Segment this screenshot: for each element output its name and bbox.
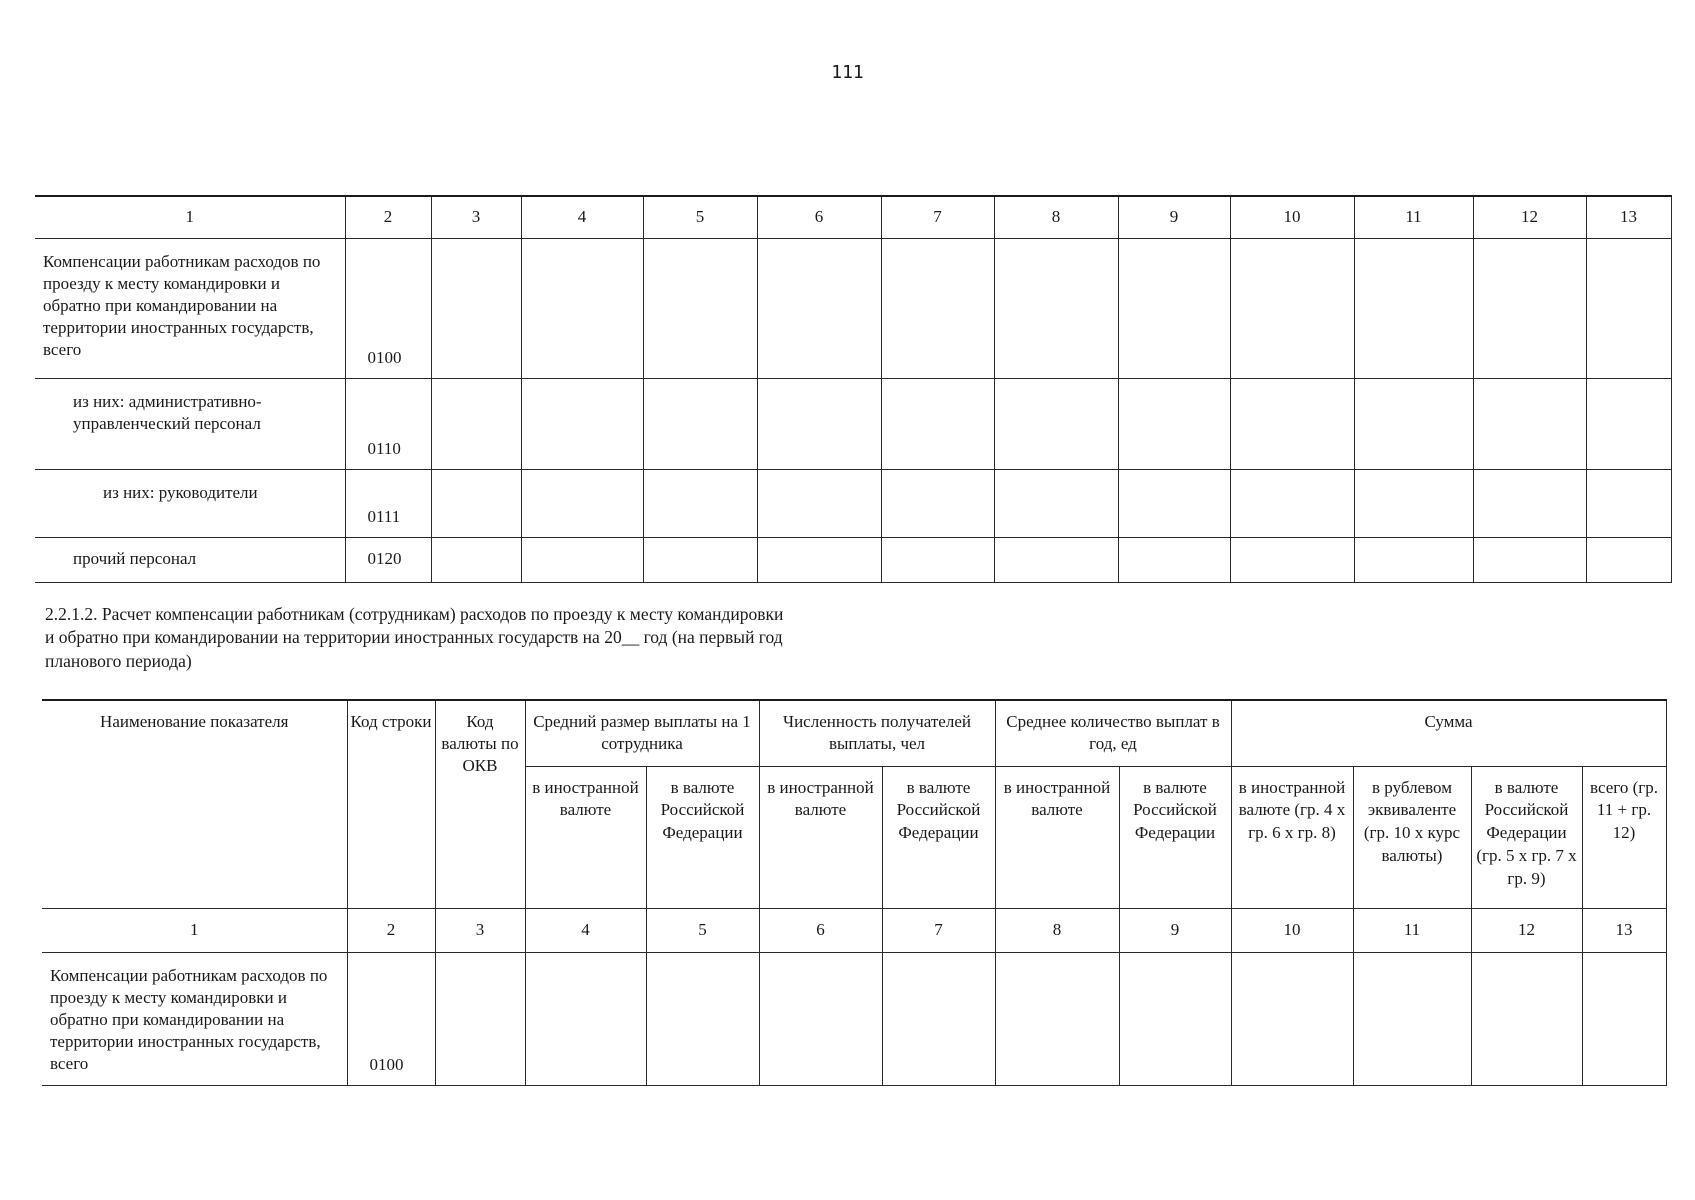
column-number: 1 (35, 196, 345, 238)
row-code: 0111 (345, 469, 431, 537)
data-cell[interactable] (757, 378, 881, 469)
data-cell[interactable] (521, 238, 643, 378)
column-number: 12 (1471, 908, 1582, 952)
column-number-row (42, 908, 1666, 952)
row-name: прочий персонал (35, 537, 345, 582)
table-row (35, 469, 1671, 537)
row-name: из них: административно-управленческий персонал (35, 378, 345, 469)
data-cell[interactable] (643, 537, 757, 582)
data-cell[interactable] (1230, 537, 1354, 582)
section-title: 2.2.1.2. Расчет компенсации работникам (сотрудникам) расходов по проезду к месту командировки и обратно при командировании на территории иностранных государств на 20__ год (на первый год планового периода) (45, 604, 784, 671)
data-cell[interactable] (1473, 537, 1586, 582)
data-cell[interactable] (1231, 952, 1353, 1085)
column-number: 2 (345, 196, 431, 238)
table-row (35, 238, 1671, 378)
subheader-foreign: в иностранной валюте (525, 766, 646, 908)
data-cell[interactable] (1353, 952, 1471, 1085)
data-cell[interactable] (881, 537, 994, 582)
data-cell[interactable] (1119, 952, 1231, 1085)
data-cell[interactable] (757, 537, 881, 582)
data-cell[interactable] (1354, 378, 1473, 469)
subheader-rub: в валюте Российской Федерации (1119, 766, 1231, 908)
data-cell[interactable] (646, 952, 759, 1085)
subheader-sum-total: всего (гр. 11 + гр. 12) (1582, 766, 1666, 908)
row-name: Компенсации работникам расходов по проезду к месту командировки и обратно при командировании на территории иностранных государств, всего (35, 238, 345, 378)
row-name: из них: руководители (35, 469, 345, 537)
column-number: 2 (347, 908, 435, 952)
column-number: 9 (1118, 196, 1230, 238)
data-cell[interactable] (994, 238, 1118, 378)
data-cell[interactable] (757, 238, 881, 378)
column-number: 6 (757, 196, 881, 238)
data-cell[interactable] (757, 469, 881, 537)
column-number: 9 (1119, 908, 1231, 952)
data-cell[interactable] (881, 238, 994, 378)
data-cell[interactable] (1586, 537, 1671, 582)
column-number: 1 (42, 908, 347, 952)
data-cell[interactable] (431, 238, 521, 378)
table-row (35, 537, 1671, 582)
data-cell[interactable] (1473, 238, 1586, 378)
subheader-rub: в валюте Российской Федерации (882, 766, 995, 908)
data-cell[interactable] (1118, 469, 1230, 537)
column-number: 7 (881, 196, 994, 238)
table-row (35, 378, 1671, 469)
data-cell[interactable] (1354, 238, 1473, 378)
column-number: 8 (995, 908, 1119, 952)
data-cell[interactable] (994, 378, 1118, 469)
data-cell[interactable] (1473, 378, 1586, 469)
data-cell[interactable] (1354, 469, 1473, 537)
row-name: Компенсации работникам расходов по проезду к месту командировки и обратно при командировании на территории иностранных государств, всего (42, 952, 347, 1085)
column-number: 11 (1353, 908, 1471, 952)
data-cell[interactable] (881, 378, 994, 469)
column-number: 8 (994, 196, 1118, 238)
row-code: 0120 (345, 537, 431, 582)
header-avg-payment: Средний размер выплаты на 1 сотрудника (525, 700, 759, 766)
subheader-foreign: в иностранной валюте (759, 766, 882, 908)
header-recipients: Численность получателей выплаты, чел (759, 700, 995, 766)
data-cell[interactable] (1230, 378, 1354, 469)
table-compensation-current (35, 195, 1672, 583)
column-number-row (35, 196, 1671, 238)
data-cell[interactable] (1230, 238, 1354, 378)
data-cell[interactable] (521, 537, 643, 582)
column-number: 4 (525, 908, 646, 952)
data-cell[interactable] (1586, 238, 1671, 378)
table-row (42, 952, 1666, 1085)
data-cell[interactable] (1354, 537, 1473, 582)
data-cell[interactable] (1473, 469, 1586, 537)
data-cell[interactable] (1586, 469, 1671, 537)
header-currency-code: Код валюты по ОКВ (435, 700, 525, 908)
data-cell[interactable] (525, 952, 646, 1085)
page-number: 111 (831, 62, 864, 83)
column-number: 3 (435, 908, 525, 952)
data-cell[interactable] (521, 378, 643, 469)
column-number: 7 (882, 908, 995, 952)
header-code: Код строки (347, 700, 435, 908)
subheader-rub: в валюте Российской Федерации (646, 766, 759, 908)
data-cell[interactable] (1586, 378, 1671, 469)
row-code: 0100 (347, 952, 435, 1085)
row-code: 0100 (345, 238, 431, 378)
data-cell[interactable] (1118, 238, 1230, 378)
data-cell[interactable] (435, 952, 525, 1085)
data-cell[interactable] (882, 952, 995, 1085)
data-cell[interactable] (1471, 952, 1582, 1085)
column-number: 10 (1231, 908, 1353, 952)
data-cell[interactable] (995, 952, 1119, 1085)
data-cell[interactable] (431, 469, 521, 537)
data-cell[interactable] (431, 537, 521, 582)
data-cell[interactable] (1118, 378, 1230, 469)
subheader-sum-foreign: в иностранной валюте (гр. 4 х гр. 6 х гр. 8) (1231, 766, 1353, 908)
column-number: 5 (643, 196, 757, 238)
data-cell[interactable] (643, 469, 757, 537)
data-cell[interactable] (759, 952, 882, 1085)
subheader-sum-rub: в валюте Российской Федерации (гр. 5 х гр. 7 х гр. 9) (1471, 766, 1582, 908)
column-number: 13 (1586, 196, 1671, 238)
column-number: 3 (431, 196, 521, 238)
data-cell[interactable] (1230, 469, 1354, 537)
table-compensation-plan (42, 699, 1667, 1086)
header-avg-count: Среднее количество выплат в год, ед (995, 700, 1231, 766)
column-number: 11 (1354, 196, 1473, 238)
data-cell[interactable] (1582, 952, 1666, 1085)
header-name: Наименование показателя (42, 700, 347, 908)
data-cell[interactable] (521, 469, 643, 537)
column-number: 5 (646, 908, 759, 952)
data-cell[interactable] (643, 238, 757, 378)
column-number: 4 (521, 196, 643, 238)
column-number: 6 (759, 908, 882, 952)
subheader-foreign: в иностранной валюте (995, 766, 1119, 908)
data-cell[interactable] (431, 378, 521, 469)
data-cell[interactable] (994, 537, 1118, 582)
column-number: 10 (1230, 196, 1354, 238)
column-number: 12 (1473, 196, 1586, 238)
data-cell[interactable] (643, 378, 757, 469)
row-code: 0110 (345, 378, 431, 469)
column-number: 13 (1582, 908, 1666, 952)
header-row (42, 700, 1666, 766)
header-sum: Сумма (1231, 700, 1666, 766)
data-cell[interactable] (881, 469, 994, 537)
data-cell[interactable] (1118, 537, 1230, 582)
data-cell[interactable] (994, 469, 1118, 537)
subheader-sum-rub-equiv: в рублевом эквиваленте (гр. 10 х курс валюты) (1353, 766, 1471, 908)
